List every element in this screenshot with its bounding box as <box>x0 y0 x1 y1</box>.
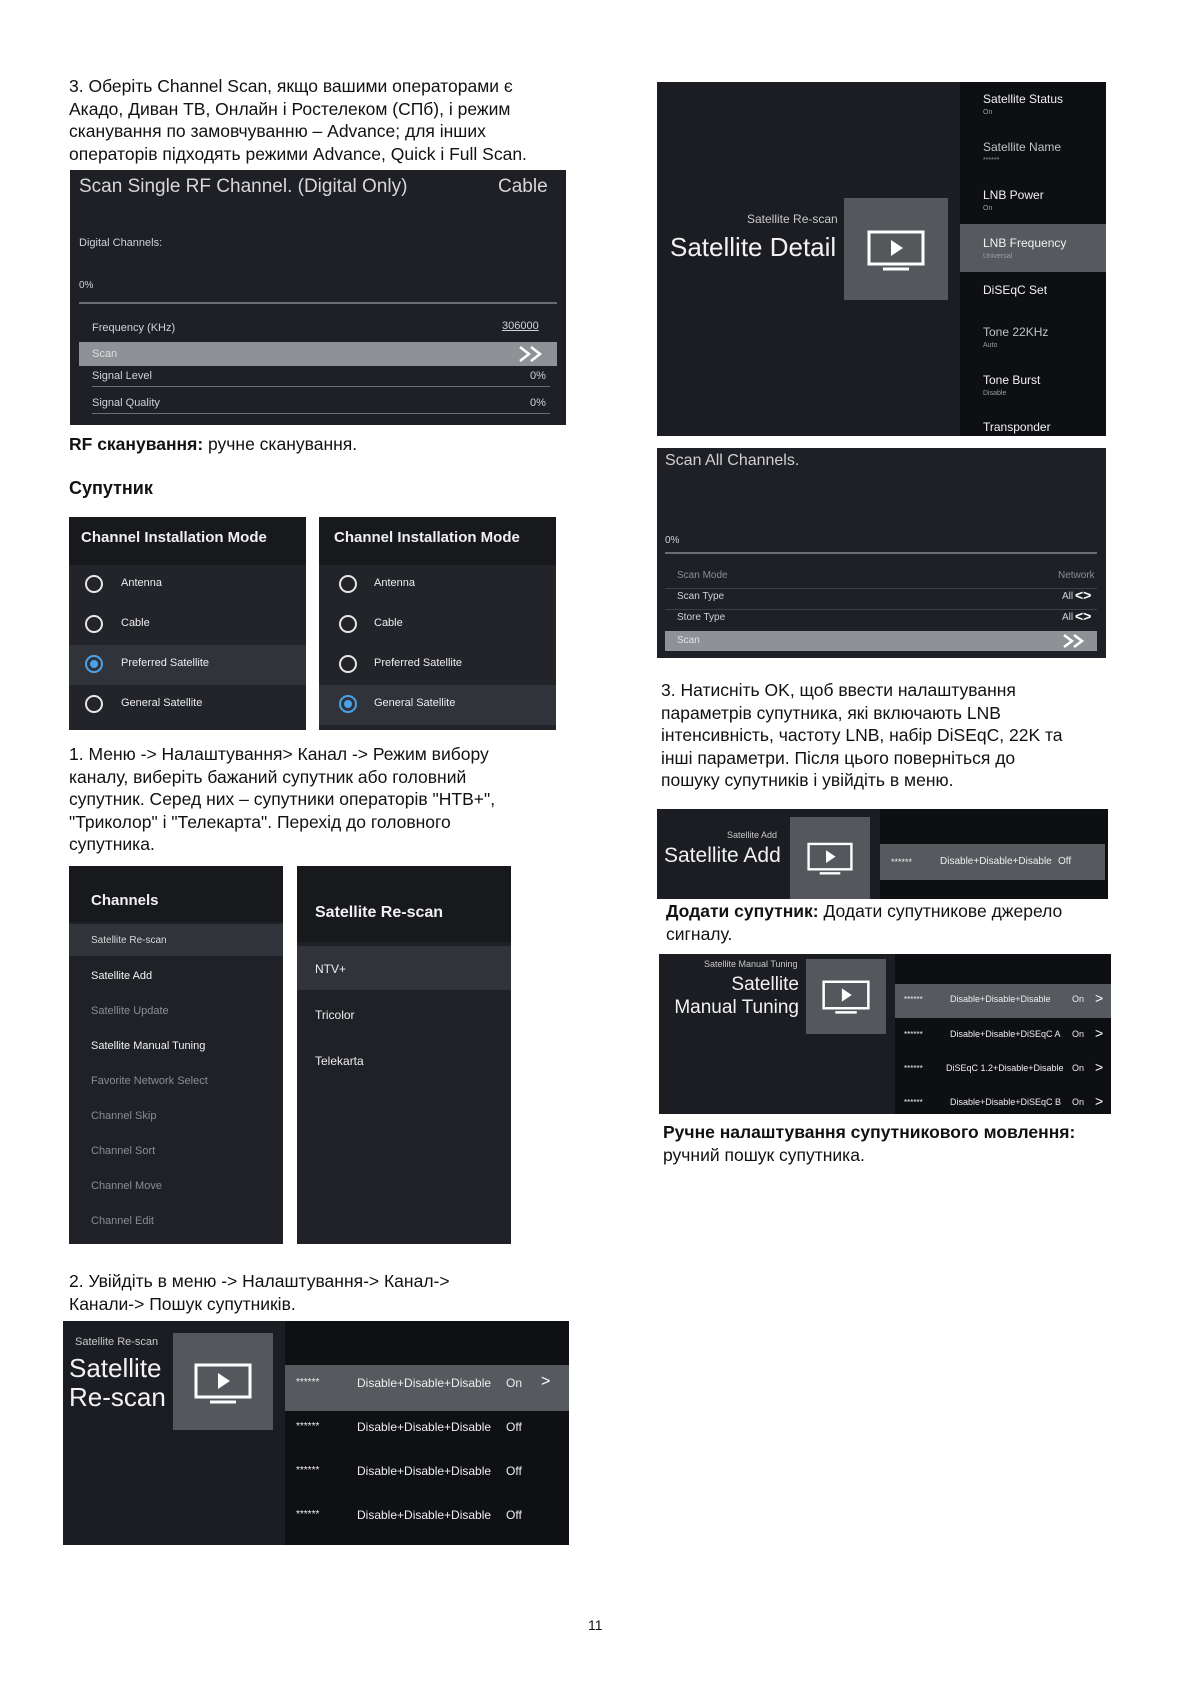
manual-small-title: Satellite Manual Tuning <box>704 959 798 969</box>
line: параметрів супутника, які включають LNB <box>661 702 1001 723</box>
double-chevron-icon <box>1061 633 1091 649</box>
line: 3. Оберіть Channel Scan, якщо вашими операторами є <box>69 76 513 96</box>
option-general-satellite[interactable]: General Satellite <box>374 697 456 709</box>
signal-level-value: 0% <box>530 370 546 382</box>
row-state[interactable]: Off <box>506 1508 522 1522</box>
row-stars: ****** <box>296 1377 320 1388</box>
scanall-scan-button[interactable] <box>665 631 1097 651</box>
radio-cable[interactable] <box>339 615 357 633</box>
scan-label: Scan <box>677 635 700 646</box>
row-desc[interactable]: Disable+Disable+Disable <box>357 1464 492 1478</box>
row-desc[interactable]: Disable+Disable+Disable <box>357 1376 492 1390</box>
row-desc[interactable]: Disable+Disable+Disable <box>357 1420 492 1434</box>
frequency-value[interactable]: 306000 <box>502 320 539 332</box>
rf-caption-text: ручне сканування. <box>203 434 358 454</box>
radio-preferred-satellite[interactable] <box>339 655 357 673</box>
detail-item-value: On <box>983 205 993 212</box>
satellite-add-screen <box>657 809 1108 899</box>
detail-item-value: On <box>983 109 993 116</box>
chevron-right-icon[interactable]: > <box>1095 1093 1104 1109</box>
signal-level-bar <box>92 386 550 387</box>
frequency-label: Frequency (KHz) <box>92 322 176 334</box>
row-stars: ****** <box>296 1421 320 1432</box>
row-stars: ****** <box>296 1465 320 1476</box>
row-desc[interactable]: Disable+Disable+Disable <box>950 994 1051 1004</box>
signal-level-label: Signal Level <box>92 370 152 382</box>
tv-play-tile <box>790 817 870 899</box>
line: пошуку супутників і увійдіть в меню. <box>661 770 954 790</box>
scan-type-label: Scan Type <box>677 591 725 602</box>
detail-item-label[interactable]: Tone 22KHz <box>983 325 1049 339</box>
option-general-satellite[interactable]: General Satellite <box>121 697 203 709</box>
left-right-arrows-icon[interactable]: <> <box>1075 608 1092 624</box>
line: 3. Натисніть OK, щоб ввести налаштування <box>661 680 1016 700</box>
option-antenna[interactable]: Antenna <box>121 577 162 589</box>
scanall-row[interactable] <box>665 610 1097 630</box>
channel-menu-item[interactable]: Favorite Network Select <box>91 1075 208 1087</box>
detail-item-value: Auto <box>983 342 998 349</box>
add-caption <box>666 900 1146 945</box>
manual-caption <box>663 1121 1163 1166</box>
line: супутника. <box>69 834 155 854</box>
rescan-item-ntv[interactable]: NTV+ <box>315 962 347 976</box>
paragraph-enter-menu <box>69 1270 589 1315</box>
line: інші параметри. Після цього поверніться до <box>661 747 1016 768</box>
radio-cable[interactable] <box>85 615 103 633</box>
store-type-label: Store Type <box>677 612 726 623</box>
row-state[interactable]: Off <box>506 1464 522 1478</box>
row-desc[interactable]: Disable+Disable+DiSEqC A <box>950 1029 1061 1039</box>
scanall-row[interactable] <box>665 568 1097 589</box>
scan-all-channels-screen <box>657 448 1106 658</box>
manual-big-title-2: Manual Tuning <box>674 997 799 1018</box>
manual-caption-bold: Ручне налаштування супутникового мовлення: <box>663 1122 1076 1142</box>
option-cable[interactable]: Cable <box>121 617 150 629</box>
line: сканування по замовчуванню – Advance; для інших <box>69 121 486 141</box>
left-right-arrows-icon[interactable]: <> <box>1075 587 1092 603</box>
detail-item-label[interactable]: Satellite Status <box>983 92 1064 106</box>
channels-title: Channels <box>91 892 159 909</box>
detail-item-label[interactable]: DiSEqC Set <box>983 283 1048 297</box>
detail-item-label[interactable]: Tone Burst <box>983 373 1041 387</box>
double-chevron-icon <box>517 345 551 363</box>
channel-menu-item[interactable]: Satellite Manual Tuning <box>91 1040 206 1052</box>
detail-item-label[interactable]: Transponder <box>983 420 1051 434</box>
channel-menu-item[interactable]: Channel Move <box>91 1180 162 1192</box>
rescan-menu-title: Satellite Re-scan <box>315 904 444 921</box>
signal-quality-label: Signal Quality <box>92 397 160 409</box>
progress-percent: 0% <box>79 280 94 291</box>
chevron-right-icon[interactable]: > <box>541 1373 551 1390</box>
scan-mode-label: Scan Mode <box>677 570 728 581</box>
row-stars: ****** <box>904 1030 923 1039</box>
add-desc: Disable+Disable+Disable <box>940 856 1052 867</box>
signal-quality-value: 0% <box>530 397 546 409</box>
option-cable[interactable]: Cable <box>374 617 403 629</box>
line: каналу, виберіть бажаний супутник або головний <box>69 766 467 787</box>
chevron-right-icon[interactable]: > <box>1095 1025 1104 1041</box>
rf-title: Scan Single RF Channel. (Digital Only) <box>79 176 408 197</box>
rescan-small-title: Satellite Re-scan <box>75 1336 159 1348</box>
add-stars: ****** <box>891 857 913 867</box>
row-stars: ****** <box>904 1064 923 1073</box>
row-state[interactable]: On <box>1072 1063 1085 1073</box>
scanall-title: Scan All Channels. <box>665 452 800 469</box>
scan-label: Scan <box>92 348 118 360</box>
channel-menu-item[interactable]: Channel Skip <box>91 1110 157 1122</box>
channel-menu-item[interactable]: Channel Edit <box>91 1215 154 1227</box>
satellite-rescan-screen <box>63 1321 569 1545</box>
tv-play-tile <box>173 1333 273 1430</box>
detail-item-label[interactable]: Satellite Name <box>983 140 1062 154</box>
rf-scan-screen <box>70 170 566 425</box>
satellite-rescan-menu-screen <box>297 866 511 1244</box>
radio-antenna[interactable] <box>85 575 103 593</box>
detail-big-title: Satellite Detail <box>670 232 837 262</box>
scan-button[interactable] <box>79 342 557 366</box>
channel-menu-item[interactable]: Satellite Update <box>91 1005 169 1017</box>
satellite-heading: Супутник <box>69 478 153 498</box>
rf-caption-bold: RF сканування: <box>69 434 204 454</box>
line: супутник. Серед них – супутники операторів "НТВ+", <box>69 789 496 809</box>
line: сигналу. <box>666 923 733 944</box>
add-row[interactable] <box>880 844 1105 880</box>
install-title: Channel Installation Mode <box>334 529 520 546</box>
line: інтенсивність, частоту LNB, набір DiSEqC, 22K та <box>661 725 1063 745</box>
channel-menu-item[interactable]: Satellite Add <box>91 970 153 982</box>
installation-mode-screen-1 <box>69 517 306 730</box>
manual-caption-text: ручний пошук супутника. <box>663 1144 865 1165</box>
progress-bar <box>79 302 557 304</box>
line: 2. Увійдіть в меню -> Налаштування-> Канал-> <box>69 1271 450 1291</box>
line: 1. Меню -> Налаштування> Канал -> Режим вибору <box>69 744 489 764</box>
detail-item-label[interactable]: LNB Power <box>983 188 1044 202</box>
chevron-right-icon[interactable]: > <box>1095 990 1104 1006</box>
row-state[interactable]: Off <box>506 1420 522 1434</box>
chevron-right-icon[interactable]: > <box>1095 1059 1104 1075</box>
option-preferred-satellite[interactable]: Preferred Satellite <box>374 657 463 669</box>
paragraph-press-ok <box>661 679 1161 792</box>
rf-mode: Cable <box>498 176 548 197</box>
tv-play-icon <box>822 980 870 1015</box>
detail-item-value: Universal <box>983 253 1013 260</box>
scanall-progress-bar <box>665 552 1097 554</box>
row-desc[interactable]: Disable+Disable+Disable <box>357 1508 492 1522</box>
channels-menu-screen <box>69 866 283 1244</box>
scan-mode-value: Network <box>1058 570 1095 581</box>
scan-type-value: All <box>1062 591 1074 602</box>
manual-big-title-1: Satellite <box>731 974 799 995</box>
tv-play-tile <box>806 959 886 1034</box>
row-state[interactable]: On <box>1072 994 1085 1004</box>
scanall-row[interactable] <box>665 589 1097 610</box>
radio-general-satellite[interactable] <box>85 695 103 713</box>
add-caption-bold: Додати супутник: <box>666 901 819 921</box>
row-state[interactable]: On <box>1072 1029 1085 1039</box>
satellite-manual-tuning-screen <box>659 954 1111 1114</box>
add-small-title: Satellite Add <box>727 830 778 840</box>
channel-menu-item[interactable]: Channel Sort <box>91 1145 156 1157</box>
detail-item-value: ****** <box>983 157 1000 164</box>
radio-antenna[interactable] <box>339 575 357 593</box>
rescan-item-tricolor[interactable]: Tricolor <box>315 1008 355 1022</box>
row-desc[interactable]: Disable+Disable+DiSEqC B <box>950 1097 1062 1107</box>
satellite-detail-screen <box>657 82 1106 436</box>
line: Акадо, Диван ТВ, Онлайн і Ростелеком (СПб), і режим <box>69 98 511 119</box>
row-stars: ****** <box>904 995 923 1004</box>
page-number: 11 <box>588 1617 603 1633</box>
tv-play-icon <box>194 1363 252 1405</box>
add-caption-text: Додати супутникове джерело <box>818 901 1063 921</box>
store-type-value: All <box>1062 612 1074 623</box>
row-stars: ****** <box>904 1098 923 1107</box>
rescan-item-telekarta[interactable]: Telekarta <box>315 1054 364 1068</box>
channel-menu-item[interactable]: Satellite Re-scan <box>91 935 167 946</box>
line: операторів підходять режими Advance, Quick і Full Scan. <box>69 143 527 164</box>
add-big-title: Satellite Add <box>664 844 781 867</box>
detail-small-title: Satellite Re-scan <box>747 212 838 226</box>
detail-item-value: Disable <box>983 390 1007 397</box>
radio-preferred-satellite[interactable] <box>85 655 103 673</box>
paragraph-channel-scan <box>69 75 589 165</box>
paragraph-menu-steps <box>69 743 589 856</box>
install-title: Channel Installation Mode <box>81 529 267 546</box>
detail-item-label[interactable]: LNB Frequency <box>983 236 1067 250</box>
option-antenna[interactable]: Antenna <box>374 577 415 589</box>
row-state[interactable]: On <box>1072 1097 1085 1107</box>
rescan-big-title-1: Satellite <box>69 1353 162 1383</box>
row-stars: ****** <box>296 1509 320 1520</box>
option-preferred-satellite[interactable]: Preferred Satellite <box>121 657 210 669</box>
installation-mode-screen-2 <box>319 517 556 730</box>
row-state[interactable]: On <box>506 1376 523 1390</box>
add-state: Off <box>1058 856 1072 867</box>
digital-channels-label: Digital Channels: <box>79 237 163 249</box>
line: "Триколор" і "Телекарта". Перехід до головного <box>69 811 451 832</box>
signal-quality-bar <box>92 413 550 414</box>
rescan-big-title-2: Re-scan <box>69 1382 166 1412</box>
radio-general-satellite[interactable] <box>339 695 357 713</box>
line: Канали-> Пошук супутників. <box>69 1293 296 1314</box>
tv-play-icon <box>807 842 853 876</box>
tv-play-icon <box>867 230 925 272</box>
tv-play-tile <box>844 198 948 300</box>
row-desc[interactable]: DiSEqC 1.2+Disable+Disable <box>946 1063 1064 1073</box>
scanall-percent: 0% <box>665 535 680 546</box>
rf-caption <box>69 433 357 456</box>
